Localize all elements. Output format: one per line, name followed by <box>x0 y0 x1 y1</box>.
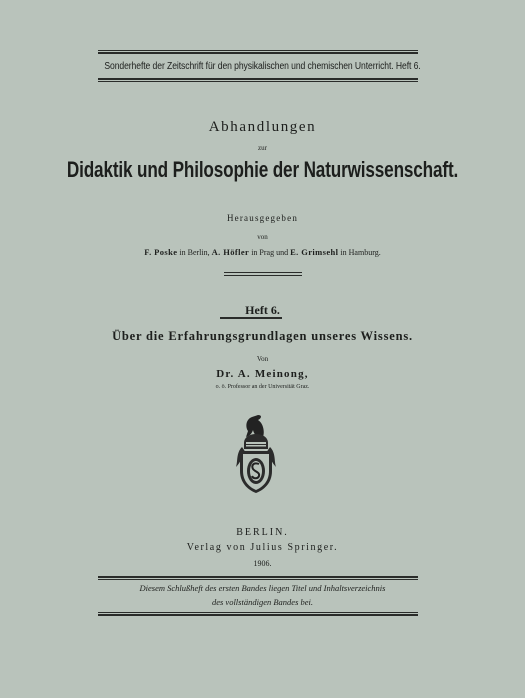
author-name: Dr. A. Meinong, <box>216 368 309 380</box>
top-rule-thin <box>98 50 418 51</box>
editor-3-city: in Hamburg. <box>338 248 381 257</box>
note-rule-bottom-thick <box>98 614 418 616</box>
imprint-city: BERLIN. <box>236 527 289 538</box>
imprint-year: 1906. <box>253 559 272 568</box>
editors-heading: Herausgegeben <box>226 213 299 223</box>
note-rule-top-thick <box>98 576 418 578</box>
note-line-1: Diesem Schlußheft des ersten Bandes liegen Titel und Inhaltsverzeichnis <box>139 583 386 593</box>
author-von: Von <box>256 355 269 363</box>
imprint-publisher: Verlag von Julius Springer. <box>186 542 339 553</box>
zur-label: zur <box>258 144 267 152</box>
editor-1-name: F. Poske <box>144 247 178 257</box>
heft-number: Heft 6. <box>245 303 280 317</box>
editors-von: von <box>257 233 268 241</box>
heft-underline <box>220 317 282 319</box>
note-rule-bottom-thin <box>98 612 418 613</box>
top-rule-thick <box>98 52 418 54</box>
editor-1-city: in Berlin, <box>177 248 212 257</box>
note-line-2: des vollständigen Bandes bei. <box>211 597 314 607</box>
series-line: Sonderhefte der Zeitschrift für den physikalischen und chemischen Unterricht. Heft 6. <box>104 61 421 72</box>
editors-line <box>0 247 525 257</box>
editor-3-name: E. Grimsehl <box>290 247 339 257</box>
editor-2-city: in Prag und <box>249 248 291 257</box>
series-rule-thick <box>98 78 418 80</box>
author-position: o. ö. Professor an der Universität Graz. <box>215 384 310 390</box>
main-title: Abhandlungen <box>208 119 317 135</box>
editors-rule-top <box>224 272 302 273</box>
big-title: Didaktik und Philosophie der Naturwissenschaft. <box>66 157 459 182</box>
work-subtitle: Über die Erfahrungsgrundlagen unseres Wissens. <box>112 329 413 343</box>
series-rule-thin <box>98 81 418 82</box>
editors-rule-bottom <box>224 275 302 276</box>
note-rule-top-thin <box>98 579 418 580</box>
publisher-emblem-icon <box>232 413 280 495</box>
editor-2-name: A. Höfler <box>211 247 250 257</box>
